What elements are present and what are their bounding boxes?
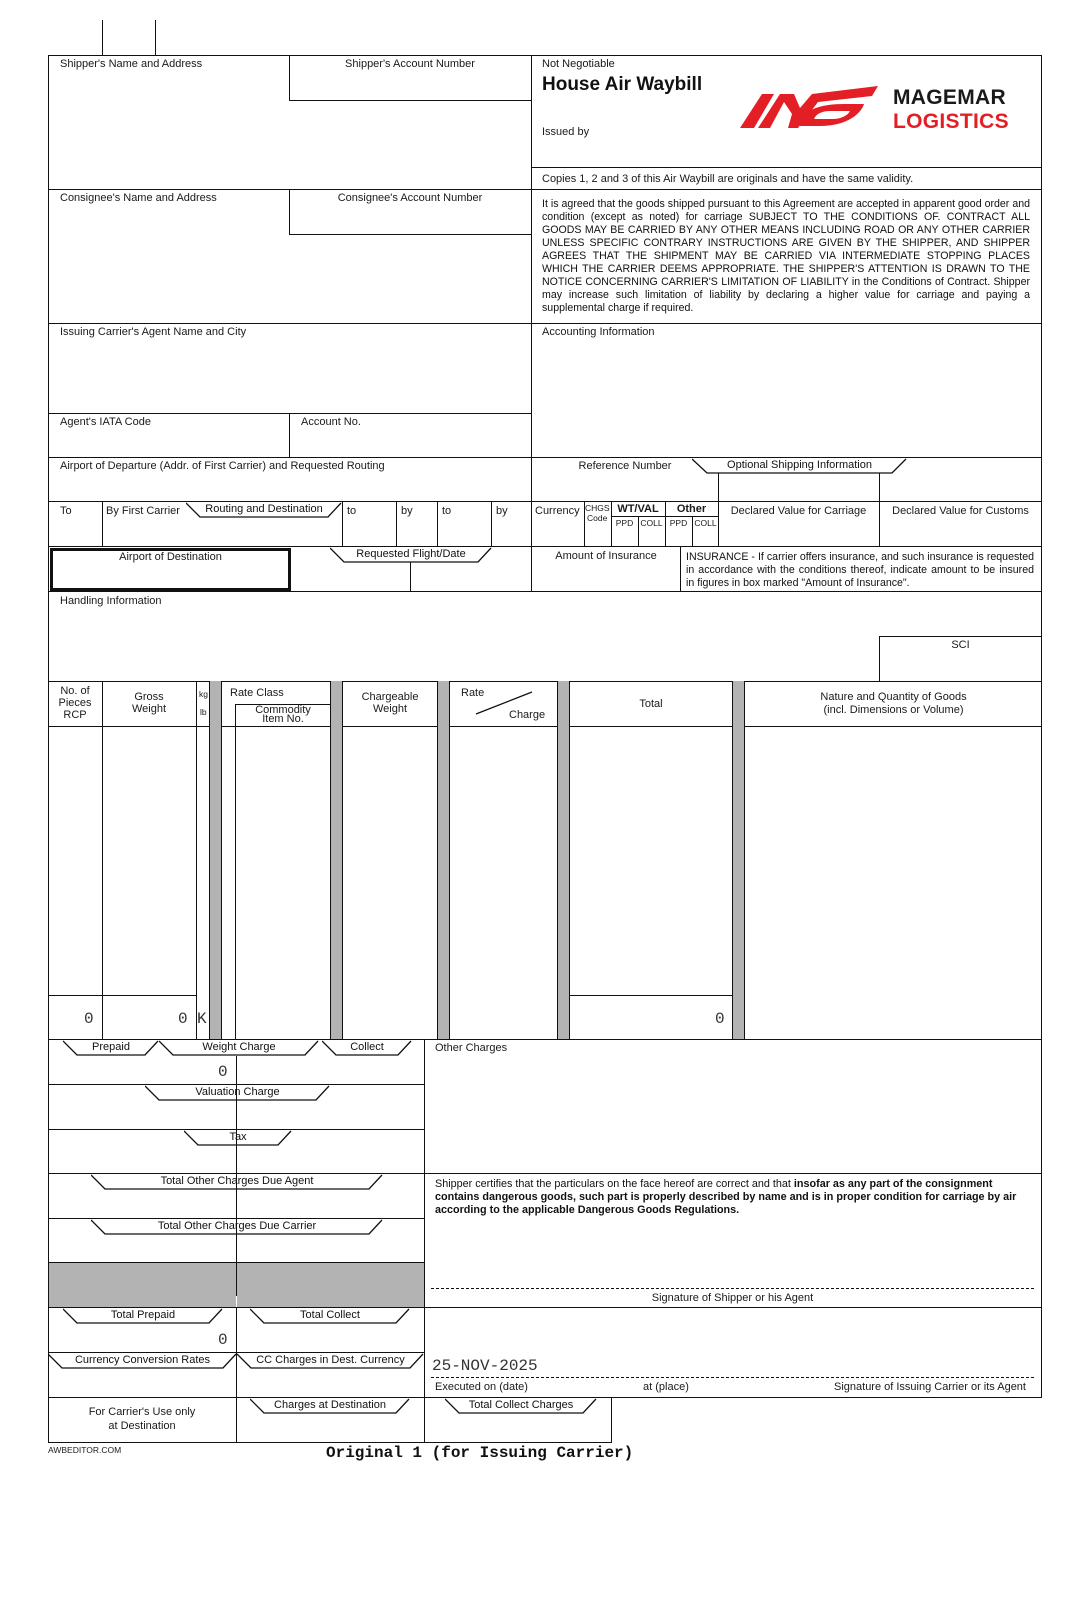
document-title: House Air Waybill (542, 74, 703, 95)
copies-note: Copies 1, 2 and 3 of this Air Waybill are originals and have the same validity. (542, 173, 914, 185)
rate-charge-field[interactable] (452, 728, 556, 1036)
agent-name-field[interactable] (52, 342, 527, 410)
pieces-field[interactable] (50, 728, 101, 993)
consignee-account-label: Consignee's Account Number (337, 192, 483, 204)
mg-logo-icon (740, 84, 878, 130)
blocked-cell (49, 1263, 236, 1307)
chgs-code-label: Code (587, 513, 608, 523)
chgs-label: CHGS (585, 503, 610, 513)
total-gross-weight-value: 0 (178, 1010, 188, 1028)
other-ppd-label: PPD (669, 518, 688, 528)
wtval-label: WT/VAL (617, 503, 659, 515)
brand-name-line2: LOGISTICS (893, 110, 1009, 133)
source-watermark: AWBEDITOR.COM (48, 1445, 122, 1455)
due-carrier-tab: Total Other Charges Due Carrier (91, 1219, 383, 1235)
due-agent-tab: Total Other Charges Due Agent (91, 1174, 383, 1190)
handling-info-label: Handling Information (60, 595, 162, 607)
shipper-certification-text: Shipper certifies that the particulars on the face hereof are correct and that insofar as any part of the consignment contains dangerous goods, such part is properly described by name and is in proper condition for carriage by air according to the applicable Dangerous Goods Regulations. (435, 1178, 1017, 1216)
tax-tab: Tax (184, 1130, 292, 1146)
insurance-notice-text: INSURANCE - If carrier offers insurance, and such insurance is requested in accordance with the conditions thereof, indicate amount to be insured in figures in box marked "Amount of Insurance". (686, 551, 1034, 589)
gross-weight-field[interactable] (104, 728, 195, 993)
separator-bar (732, 681, 745, 1039)
col-charge-header: Charge (509, 709, 546, 721)
nature-goods-field[interactable] (747, 728, 1040, 1036)
carrier-use-label: For Carrier's Use only at Destination (88, 1406, 196, 1432)
to2-label: to (347, 505, 357, 517)
copy-designation: Original 1 (for Issuing Carrier) (326, 1444, 634, 1462)
routing-destination-tab: Routing and Destination (186, 502, 342, 518)
issued-by-label: Issued by (542, 126, 590, 138)
separator-bar (437, 681, 450, 1039)
shipper-account-label: Shipper's Account Number (345, 58, 475, 70)
lb-label: lb (200, 707, 207, 717)
account-no-label: Account No. (301, 416, 361, 428)
handling-info-field[interactable] (52, 611, 872, 677)
consignee-name-label: Consignee's Name and Address (60, 192, 217, 204)
total-field[interactable] (572, 728, 731, 993)
accounting-info-label: Accounting Information (542, 326, 655, 338)
optional-shipping-tab: Optional Shipping Information (692, 458, 907, 474)
total-pieces-value: 0 (84, 1010, 94, 1028)
separator-bar (330, 681, 343, 1039)
charges-destination-tab: Charges at Destination (250, 1398, 410, 1414)
weight-charge-collect-field[interactable] (239, 1058, 422, 1082)
accounting-info-field[interactable] (535, 342, 1038, 454)
grand-total-value: 0 (715, 1010, 725, 1028)
chargeable-weight-field[interactable] (345, 728, 436, 1036)
by2-label: by (401, 505, 413, 517)
weight-unit-value: K (197, 1010, 207, 1028)
col-pieces-header: No. of Pieces RCP (58, 685, 92, 721)
declared-customs-label: Declared Value for Customs (892, 505, 1029, 517)
total-collect-charges-tab: Total Collect Charges (445, 1398, 597, 1414)
to3-label: to (442, 505, 452, 517)
total-collect-tab: Total Collect (250, 1308, 410, 1324)
col-nature-header: Nature and Quantity of Goods (incl. Dimensions or Volume) (820, 691, 967, 716)
prepaid-tab: Prepaid (63, 1040, 159, 1056)
shipper-signature-label: Signature of Shipper or his Agent (651, 1292, 814, 1304)
other-coll-label: COLL (694, 518, 717, 528)
amount-insurance-label: Amount of Insurance (555, 550, 657, 562)
sci-label: SCI (951, 639, 970, 651)
rate-class-field[interactable] (224, 728, 329, 1036)
other-label: Other (676, 503, 707, 515)
col-gross-weight-header: Gross Weight (131, 691, 167, 715)
shipper-name-field[interactable] (52, 74, 287, 186)
reference-number-label: Reference Number (578, 460, 672, 472)
executed-date-value[interactable]: 25-NOV-2025 (432, 1357, 538, 1375)
agent-name-label: Issuing Carrier's Agent Name and City (60, 326, 247, 338)
weight-charge-prepaid-value: 0 (218, 1063, 228, 1081)
separator-bar (209, 681, 222, 1039)
carrier-signature-label: Signature of Issuing Carrier or its Agent (834, 1381, 1026, 1393)
consignee-name-field[interactable] (52, 208, 287, 320)
total-prepaid-tab: Total Prepaid (63, 1308, 223, 1324)
col-rate-header: Rate (461, 687, 485, 699)
kg-label: kg (199, 689, 208, 699)
currency-conversion-tab: Currency Conversion Rates (48, 1353, 237, 1369)
departure-label: Airport of Departure (Addr. of First Carrier) and Requested Routing (60, 460, 385, 472)
airport-destination-label: Airport of Destination (119, 551, 222, 563)
col-rate-class-header: Rate Class (230, 687, 284, 699)
other-charges-field[interactable] (428, 1058, 1038, 1170)
col-chargeable-weight-header: Chargeable Weight (361, 691, 419, 715)
other-charges-label: Other Charges (435, 1042, 508, 1054)
requested-flight-tab: Requested Flight/Date (330, 547, 492, 563)
by-first-carrier-label: By First Carrier (106, 505, 180, 517)
shipper-signature-line (431, 1288, 1034, 1289)
shipper-signature-field[interactable] (428, 1222, 1038, 1286)
at-place-label: at (place) (643, 1381, 689, 1393)
wtval-coll-label: COLL (640, 518, 663, 528)
total-prepaid-value: 0 (218, 1331, 228, 1349)
wtval-ppd-label: PPD (615, 518, 634, 528)
currency-label: Currency (535, 505, 580, 517)
separator-bar (557, 681, 570, 1039)
fold-mark-right (155, 20, 156, 56)
cc-charges-tab: CC Charges in Dest. Currency (237, 1353, 424, 1369)
col-commodity-header: Commodity Item No. (255, 704, 311, 725)
fold-mark-left (102, 20, 103, 56)
not-negotiable-label: Not Negotiable (542, 58, 615, 70)
carrier-signature-line (431, 1377, 1034, 1378)
executed-on-label: Executed on (date) (435, 1381, 528, 1393)
valuation-charge-tab: Valuation Charge (145, 1085, 330, 1101)
to-label: To (60, 505, 72, 517)
brand-name-line1: MAGEMAR (893, 86, 1006, 109)
declared-carriage-label: Declared Value for Carriage (730, 505, 867, 517)
collect-tab: Collect (322, 1040, 412, 1056)
by3-label: by (496, 505, 508, 517)
col-total-header: Total (639, 698, 663, 710)
agent-iata-label: Agent's IATA Code (60, 416, 151, 428)
conditions-of-contract-text: It is agreed that the goods shipped pursuant to this Agreement are accepted in apparent good order and condition (except as noted) for carriage SUBJECT TO THE CONDITIONS OF. CONTRACT ALL GOODS MAY BE CARRIED BY ANY OTHER MEANS INCLUDING ROAD OR ANY OTHER CARRIER UNLESS SPECIFIC CONTRARY INSTRUCTIONS ARE GIVEN BY THE SHIPPER, AND SHIPPER AGREES THAT THE SHIPMENT MAY BE CARRIED VIA INTERMEDIATE STOPPING PLACES WHICH THE CARRIER DEEMS APPROPRIATE. THE SHIPPER'S ATTENTION IS DRAWN TO THE NOTICE CONCERNING CARRIER'S LIMITATION OF LIABILITY in the Conditions of Contract. Shipper may increase such limitation of liability by declaring a higher value for carriage and paying a supplemental charge if required. (542, 198, 1030, 314)
shipper-name-label: Shipper's Name and Address (60, 58, 203, 70)
weight-charge-tab: Weight Charge (159, 1040, 319, 1056)
blocked-cell (237, 1263, 424, 1307)
